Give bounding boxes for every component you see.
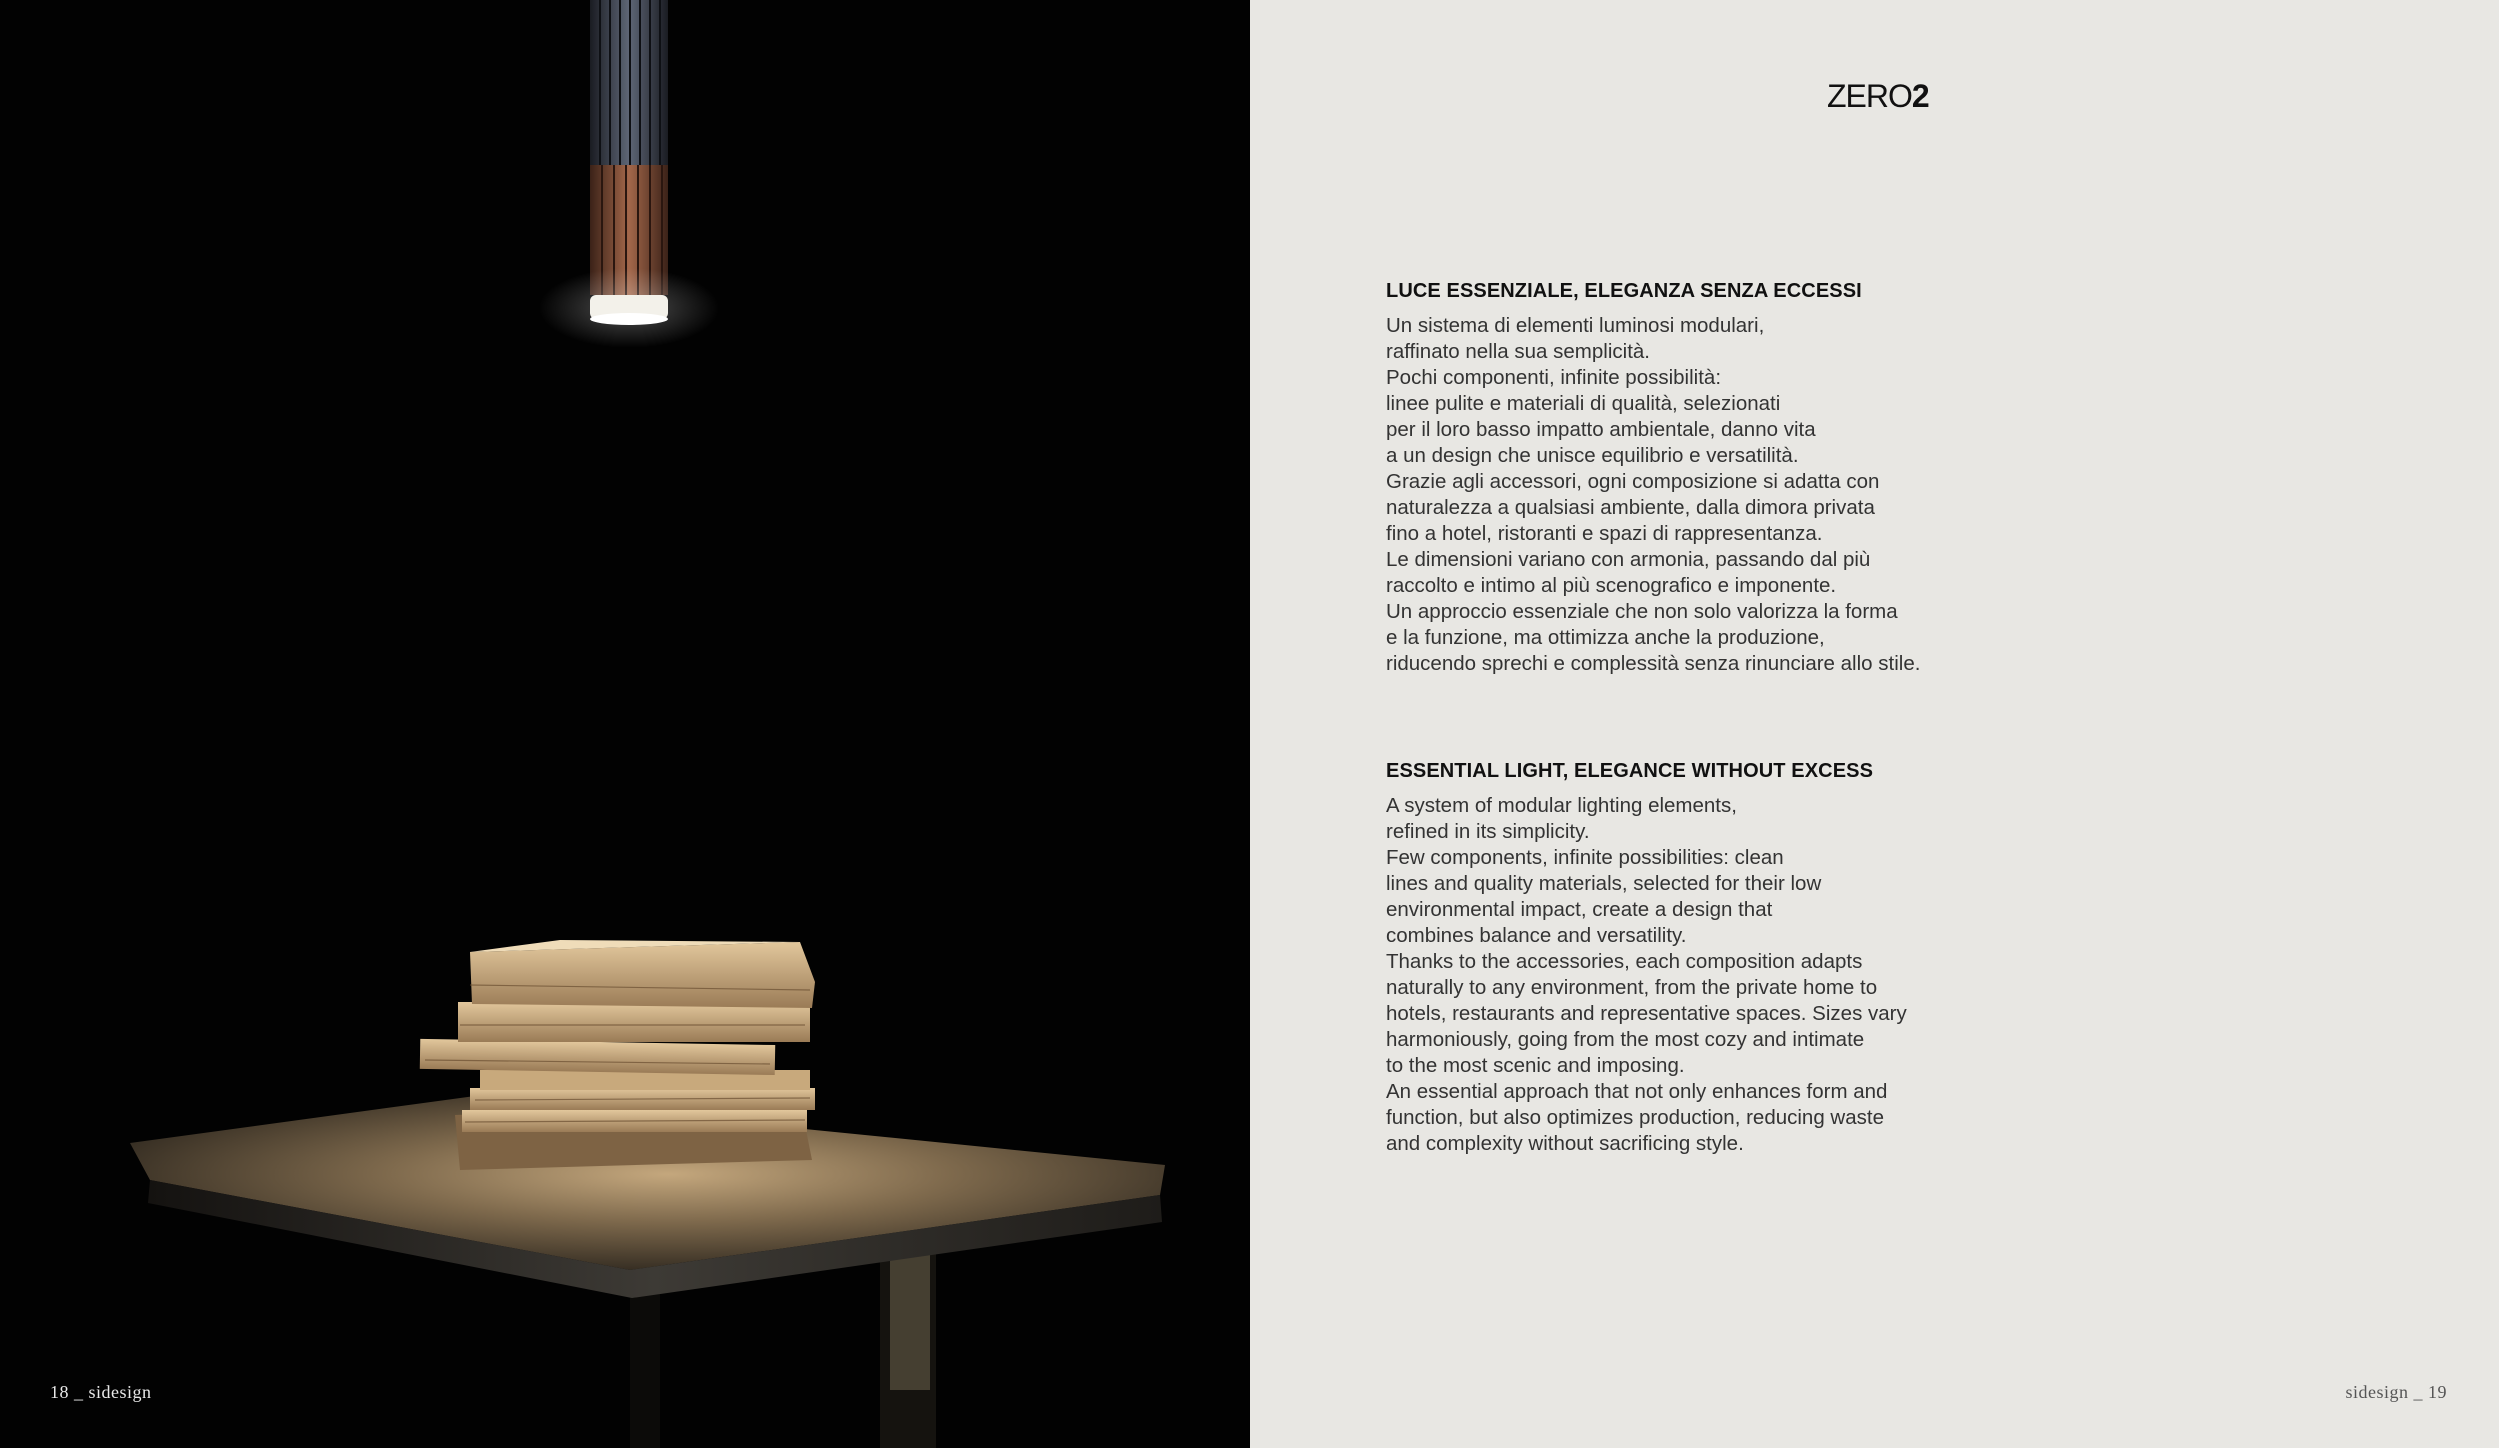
english-heading: ESSENTIAL LIGHT, ELEGANCE WITHOUT EXCESS	[1386, 760, 1874, 782]
text-line: function, but also optimizes production, reducing waste	[1386, 1106, 1884, 1129]
text-line: linee pulite e materiali di qualità, selezionati	[1386, 392, 1781, 415]
english-text-block	[1386, 760, 2006, 1157]
text-line: Un sistema di elementi luminosi modulari,	[1386, 314, 1765, 337]
logo-bold-part: 2	[1911, 78, 1929, 114]
text-line: per il loro basso impatto ambientale, danno vita	[1386, 418, 1816, 441]
logo-light-part: ZERO	[1827, 78, 1912, 114]
text-line: hotels, restaurants and representative spaces. Sizes vary	[1386, 1002, 1907, 1025]
page-number-right: sidesign _ 19	[2345, 1382, 2447, 1402]
text-line: naturally to any environment, from the private home to	[1386, 976, 1878, 999]
text-line: naturalezza a qualsiasi ambiente, dalla dimora privata	[1386, 496, 1875, 519]
text-line: Le dimensioni variano con armonia, passando dal più	[1386, 548, 1871, 571]
text-line: An essential approach that not only enhances form and	[1386, 1080, 1888, 1103]
right-page	[1250, 0, 2499, 1448]
text-line: raffinato nella sua semplicità.	[1386, 340, 1650, 363]
text-line: A system of modular lighting elements,	[1386, 794, 1737, 817]
text-line: a un design che unisce equilibrio e versatilità.	[1386, 444, 1799, 467]
text-line: fino a hotel, ristoranti e spazi di rappresentanza.	[1386, 522, 1823, 545]
text-line: riducendo sprechi e complessità senza rinunciare allo stile.	[1386, 652, 1921, 675]
book-stack	[420, 940, 815, 1170]
text-line: combines balance and versatility.	[1386, 924, 1687, 947]
italian-heading: LUCE ESSENZIALE, ELEGANZA SENZA ECCESSI	[1386, 280, 1862, 302]
text-line: e la funzione, ma ottimizza anche la produzione,	[1386, 626, 1825, 649]
text-line: Few components, infinite possibilities: clean	[1386, 846, 1784, 869]
text-line: and complexity without sacrificing style.	[1386, 1132, 1744, 1155]
text-line: Pochi componenti, infinite possibilità:	[1386, 366, 1722, 389]
text-line: Un approccio essenziale che non solo valorizza la forma	[1386, 600, 1898, 623]
text-line: harmoniously, going from the most cozy and intimate	[1386, 1028, 1865, 1051]
pendant-lamp	[539, 0, 719, 348]
text-line: raccolto e intimo al più scenografico e imponente.	[1386, 574, 1837, 597]
text-line: lines and quality materials, selected for their low	[1386, 872, 1822, 895]
text-line: Grazie agli accessori, ogni composizione si adatta con	[1386, 470, 1880, 493]
zero2-logo	[1827, 78, 1987, 115]
text-line: refined in its simplicity.	[1386, 820, 1590, 843]
text-line: environmental impact, create a design that	[1386, 898, 1773, 921]
page-number-left: 18 _ sidesign	[50, 1382, 152, 1402]
italian-text-block	[1386, 280, 2006, 677]
text-line: to the most scenic and imposing.	[1386, 1054, 1685, 1077]
text-line: Thanks to the accessories, each composition adapts	[1386, 950, 1863, 973]
italian-paragraph	[1386, 313, 2006, 677]
english-paragraph	[1386, 793, 2006, 1157]
